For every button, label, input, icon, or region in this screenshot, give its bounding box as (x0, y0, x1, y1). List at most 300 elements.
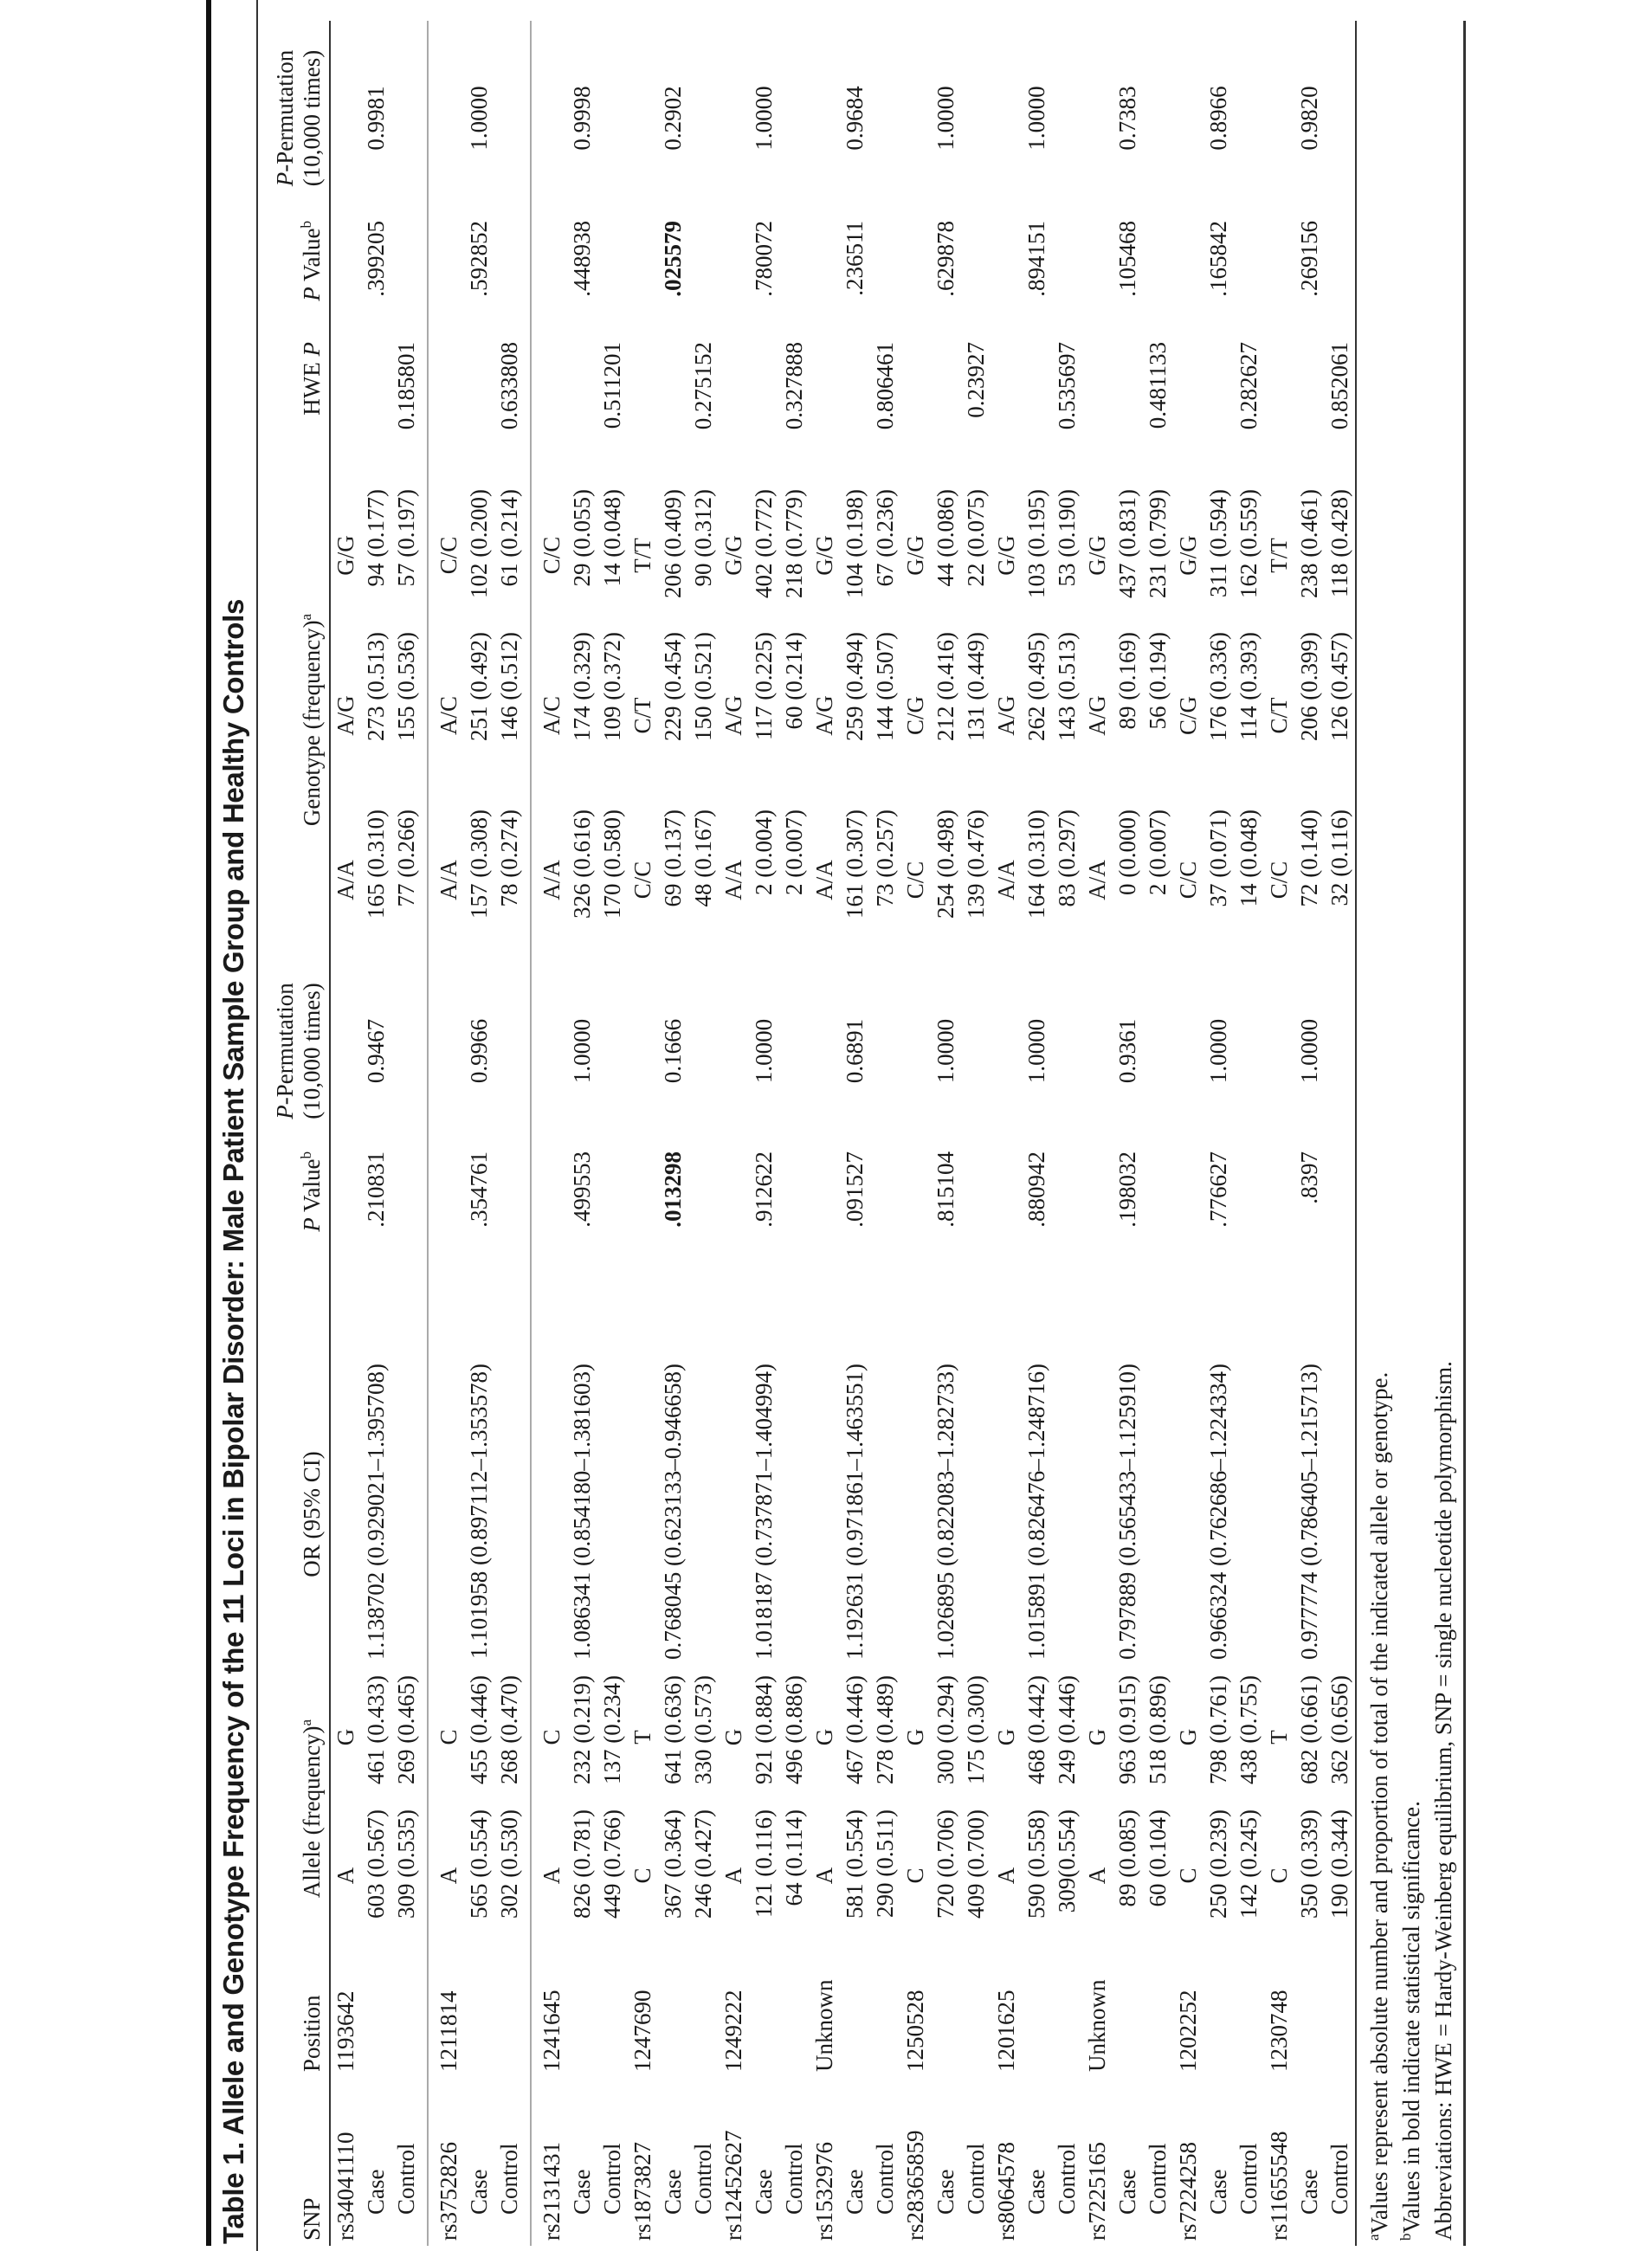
allele-permutation-p: 0.1666 (660, 1018, 686, 1084)
empty (1173, 337, 1204, 484)
allele-1-count: 60 (0.104) (1145, 1809, 1171, 1907)
snp-row (810, 21, 840, 2246)
genotype-3-count: 238 (0.461) (1296, 488, 1322, 598)
control-row (1052, 21, 1082, 2246)
genotype-3-count: 103 (0.195) (1023, 488, 1049, 598)
snp-row (1082, 21, 1113, 2246)
hwe-p-value: 0.481133 (1145, 341, 1171, 429)
header-hwe-label: HWE (299, 356, 325, 416)
genotype-2: A/C (539, 696, 565, 736)
empty (961, 21, 991, 216)
empty (1052, 216, 1082, 337)
odds-ratio: 1.018187 (0.737871–1.404994) (751, 1364, 777, 1660)
genotype-2: A/G (811, 695, 837, 736)
empty (1325, 21, 1356, 216)
genotype-permutation-p: 1.0000 (1023, 86, 1049, 151)
empty (900, 1146, 931, 1358)
genotype-3-count: 94 (0.177) (363, 488, 389, 587)
snp-id: rs34041110 (332, 2132, 358, 2241)
snp-row (719, 21, 749, 2246)
genotype-3-count: 44 (0.086) (932, 488, 958, 587)
allele-1-count: 302 (0.530) (494, 1804, 531, 1947)
allele-permutation-p: 1.0000 (751, 1018, 777, 1084)
header-genotype-label: Genotype (frequency) (299, 620, 325, 827)
allele-1-count: 64 (0.114) (781, 1809, 807, 1906)
genotype-2-count: 273 (0.513) (363, 632, 389, 741)
group-label-control: Control (391, 2077, 428, 2246)
genotype-3: C/C (539, 536, 565, 575)
genotype-1: A/A (1084, 860, 1110, 900)
genotype-3-count: 90 (0.312) (690, 488, 716, 587)
genotype-3: G/G (720, 535, 746, 576)
empty (1173, 956, 1204, 1146)
genotype-permutation-p: 0.9981 (363, 86, 389, 151)
odds-ratio: 1.026895 (0.822083–1.282733) (932, 1364, 958, 1660)
empty (991, 216, 1022, 337)
hwe-p-value: 0.535697 (1054, 341, 1080, 430)
allele-2-count: 362 (0.656) (1325, 1670, 1356, 1804)
snp-row (1173, 21, 1204, 2246)
genotype-2-count: 155 (0.536) (391, 627, 428, 804)
snp-position: 1211814 (436, 1990, 461, 2072)
group-label-control: Control (1325, 2077, 1356, 2246)
genotype-3-count: 53 (0.190) (1054, 488, 1080, 587)
empty (931, 337, 961, 484)
empty (779, 1947, 810, 2077)
odds-ratio: 0.977774 (0.786405–1.215713) (1296, 1364, 1322, 1660)
header-perm-line2: (10,000 times) (299, 49, 325, 187)
genotype-2-count: 262 (0.495) (1023, 632, 1049, 741)
empty (1234, 956, 1264, 1146)
footnote-marker: b (298, 220, 314, 229)
allele-p-value: .210831 (363, 1151, 389, 1228)
hwe-p-value: 0.23927 (963, 341, 989, 418)
empty (531, 1146, 567, 1358)
allele-2-count: 232 (0.219) (569, 1675, 595, 1784)
case-row (1113, 21, 1143, 2246)
genotype-3: T/T (629, 538, 655, 573)
genotype-2-count: 206 (0.399) (1296, 632, 1322, 741)
empty (391, 956, 428, 1146)
allele-1-count: 350 (0.339) (1296, 1809, 1322, 1919)
empty (870, 956, 900, 1146)
empty (658, 1947, 688, 2077)
empty (428, 21, 464, 216)
empty (870, 21, 900, 216)
odds-ratio: 0.797889 (0.565433–1.125910) (1114, 1364, 1140, 1660)
genotype-1-count: 2 (0.007) (781, 809, 807, 895)
allele-2-count: 455 (0.446) (466, 1675, 492, 1784)
genotype-1-count: 165 (0.310) (363, 809, 389, 919)
genotype-1: C/C (902, 861, 928, 900)
header-hwe (258, 337, 330, 484)
table-title: Table 1. Allele and Genotype Frequency of the 11 Loci in Bipolar Disorder: Male Patient Sample Group and Healthy Controls (211, 0, 258, 2251)
empty (961, 216, 991, 337)
genotype-3: G/G (332, 535, 358, 576)
genotype-2-count: 126 (0.457) (1325, 627, 1356, 804)
odds-ratio: 0.966324 (0.762686–1.224334) (1205, 1364, 1231, 1660)
empty (628, 216, 658, 337)
header-p-italic: P (299, 1217, 325, 1232)
group-label-control: Control (690, 2143, 716, 2215)
genotype-3-count: 29 (0.055) (569, 488, 595, 587)
allele-1-count: 250 (0.239) (1205, 1809, 1231, 1919)
hwe-p-value: 0.185801 (391, 337, 428, 484)
allele-p-value: .013298 (660, 1151, 686, 1228)
odds-ratio: 1.138702 (0.929021–1.395708) (363, 1364, 389, 1660)
genotype-3: T/T (1266, 538, 1292, 573)
empty (330, 956, 361, 1146)
allele-2: T (1266, 1730, 1292, 1745)
snp-row (628, 21, 658, 2246)
case-row (1022, 21, 1052, 2246)
genotype-1-count: 2 (0.004) (751, 809, 777, 895)
group-label-case: Case (842, 2169, 868, 2215)
empty (628, 956, 658, 1146)
genotype-2: A/C (436, 696, 461, 736)
empty (628, 1358, 658, 1670)
group-label-case: Case (660, 2169, 686, 2215)
genotype-p-value: .269156 (1296, 220, 1322, 297)
snp-row (531, 21, 567, 2246)
genotype-permutation-p: 0.9820 (1296, 86, 1322, 151)
allele-1: C (1266, 1867, 1292, 1884)
allele-p-value: .912622 (751, 1151, 777, 1228)
control-row (870, 21, 900, 2246)
allele-2: G (720, 1728, 746, 1746)
empty (1113, 1947, 1143, 2077)
empty (428, 956, 464, 1146)
empty (428, 1358, 464, 1670)
allele-2: G (1175, 1728, 1201, 1746)
header-perm-label: -Permutation (272, 49, 298, 172)
allele-2-count: 682 (0.661) (1296, 1675, 1322, 1784)
empty (1113, 337, 1143, 484)
genotype-1: C/C (629, 861, 655, 900)
snp-position: Unknown (1084, 1979, 1110, 2072)
empty (719, 337, 749, 484)
genotype-2-count: 143 (0.513) (1054, 632, 1080, 741)
footnote (1428, 26, 1460, 2241)
header-row (258, 21, 330, 2246)
empty (391, 1146, 428, 1358)
empty (1082, 337, 1113, 484)
empty (428, 337, 464, 484)
empty (719, 21, 749, 216)
genotype-permutation-p: 1.0000 (466, 86, 492, 151)
allele-1-count: 826 (0.781) (569, 1809, 595, 1919)
genotype-1-count: 14 (0.048) (1236, 809, 1262, 907)
allele-2-count: 300 (0.294) (932, 1675, 958, 1784)
empty (428, 216, 464, 337)
allele-1: A (539, 1867, 565, 1885)
header-hwe-italic: P (299, 341, 325, 357)
allele-2-count: 438 (0.755) (1236, 1675, 1262, 1784)
empty (531, 21, 567, 216)
snp-id: rs7224258 (1175, 2142, 1201, 2241)
footnote (1396, 26, 1428, 2241)
empty (597, 1358, 628, 1670)
empty (330, 1146, 361, 1358)
empty (870, 1146, 900, 1358)
empty (688, 1358, 719, 1670)
empty (961, 1146, 991, 1358)
allele-2-count: 467 (0.446) (842, 1675, 868, 1784)
allele-1-count: 89 (0.085) (1114, 1809, 1140, 1907)
genotype-3-count: 311 (0.594) (1205, 488, 1231, 597)
allele-1-count: 246 (0.427) (690, 1809, 716, 1919)
case-row (658, 21, 688, 2246)
empty (991, 1358, 1022, 1670)
empty (597, 1146, 628, 1358)
allele-1-count: 449 (0.766) (599, 1809, 625, 1919)
allele-1: A (811, 1867, 837, 1885)
group-label-case: Case (363, 2169, 389, 2215)
genotype-3-count: 218 (0.779) (781, 488, 807, 598)
empty (1143, 956, 1173, 1146)
footnote-text: Abbreviations: HWE = Hardy-Weinberg equilibrium, SNP = single nucleotide polymorphism. (1430, 1361, 1456, 2241)
empty (597, 956, 628, 1146)
control-row (688, 21, 719, 2246)
empty (1234, 1358, 1264, 1670)
empty (719, 1146, 749, 1358)
allele-1-count: 290 (0.511) (872, 1809, 898, 1918)
allele-2-count: 468 (0.442) (1023, 1675, 1049, 1784)
empty (779, 1358, 810, 1670)
empty (567, 337, 597, 484)
genotype-2-count: 229 (0.454) (660, 632, 686, 741)
group-label-control: Control (963, 2143, 989, 2215)
genotype-2-count: 259 (0.494) (842, 632, 868, 741)
control-row (1234, 21, 1264, 2246)
snp-position: 1201625 (993, 1990, 1019, 2072)
empty (391, 1947, 428, 2077)
snp-id: rs28365859 (902, 2130, 928, 2241)
empty (597, 216, 628, 337)
allele-1-count: 309 (0.535) (391, 1804, 428, 1947)
empty (1173, 216, 1204, 337)
footnote-marker: b (298, 1151, 314, 1159)
genotype-3-count: 61 (0.214) (494, 484, 531, 627)
empty (779, 1146, 810, 1358)
empty (688, 1947, 719, 2077)
allele-1-count: 720 (0.706) (932, 1809, 958, 1919)
empty (1204, 1947, 1234, 2077)
allele-2-count: 641 (0.636) (660, 1675, 686, 1784)
header-genotype-permutation (258, 21, 330, 216)
empty (1264, 1146, 1294, 1358)
genotype-p-value: .165842 (1205, 220, 1231, 297)
hwe-p-value: 0.806461 (872, 341, 898, 430)
empty (1143, 1947, 1173, 2077)
empty (494, 21, 531, 216)
footnote-text: Values in bold indicate statistical significance. (1398, 1801, 1424, 2234)
empty (1143, 216, 1173, 337)
header-p-label: Value (299, 228, 325, 287)
footnotes (1357, 21, 1466, 2246)
header-p-label: Value (299, 1158, 325, 1218)
empty (1082, 1146, 1113, 1358)
footnote-marker: a (1365, 2234, 1382, 2241)
genotype-2: C/T (629, 697, 655, 734)
genotype-1-count: 2 (0.007) (1145, 809, 1171, 895)
empty (840, 337, 870, 484)
empty (1234, 1947, 1264, 2077)
empty (1173, 1146, 1204, 1358)
empty (900, 216, 931, 337)
genotype-3: C/C (436, 536, 461, 575)
allele-1-count: 367 (0.364) (660, 1809, 686, 1919)
empty (719, 956, 749, 1146)
empty (428, 1146, 464, 1358)
header-genotype-p-value (258, 216, 330, 337)
empty (531, 216, 567, 337)
genotype-3-count: 102 (0.200) (466, 488, 492, 598)
genotype-permutation-p: 0.9998 (569, 86, 595, 151)
allele-2-count: 249 (0.446) (1054, 1675, 1080, 1784)
empty (1264, 216, 1294, 337)
allele-p-value: .776627 (1205, 1151, 1231, 1228)
empty (361, 1947, 391, 2077)
genotype-1-count: 164 (0.310) (1023, 809, 1049, 919)
case-row (1204, 21, 1234, 2246)
header-perm-italic: P (272, 1105, 298, 1119)
genotype-2: A/G (1084, 695, 1110, 736)
empty (991, 21, 1022, 216)
genotype-3: G/G (1084, 535, 1110, 576)
genotype-1-count: 37 (0.071) (1205, 809, 1231, 907)
allele-1-count: 581 (0.554) (842, 1809, 868, 1919)
allele-2-count: 137 (0.234) (599, 1675, 625, 1784)
empty (1022, 1947, 1052, 2077)
genotype-p-value: .592852 (466, 220, 492, 297)
genotype-2-count: 117 (0.225) (751, 632, 777, 740)
snp-row (991, 21, 1022, 2246)
empty (1082, 21, 1113, 216)
genotype-p-value: .780072 (751, 220, 777, 297)
snp-id: rs11655548 (1266, 2131, 1292, 2241)
empty (531, 337, 567, 484)
allele-2-count: 518 (0.896) (1145, 1675, 1171, 1784)
snp-id: rs1873827 (629, 2142, 655, 2241)
empty (531, 956, 567, 1146)
allele-2-count: 175 (0.300) (963, 1675, 989, 1784)
hwe-p-value: 0.633808 (494, 337, 531, 484)
header-position: Position (299, 1995, 325, 2072)
allele-2-count: 269 (0.465) (391, 1670, 428, 1804)
genotype-3: G/G (902, 535, 928, 576)
empty (870, 1358, 900, 1670)
empty (810, 956, 840, 1146)
genotype-1-count: 32 (0.116) (1325, 804, 1356, 956)
hwe-p-value: 0.282627 (1236, 341, 1262, 430)
snp-id: rs12452627 (720, 2130, 746, 2241)
empty (1234, 21, 1264, 216)
genotype-3-count: 231 (0.799) (1145, 488, 1171, 598)
allele-2-count: 496 (0.886) (781, 1675, 807, 1784)
snp-id: rs8064578 (993, 2142, 1019, 2241)
empty (900, 337, 931, 484)
empty (1173, 21, 1204, 216)
empty (840, 1947, 870, 2077)
snp-position: Unknown (811, 1979, 837, 2072)
genotype-1-count: 72 (0.140) (1296, 809, 1322, 907)
empty (391, 216, 428, 337)
genotype-1: A/A (436, 860, 461, 900)
allele-2-count: 278 (0.489) (872, 1675, 898, 1784)
allele-2: G (993, 1728, 1019, 1746)
allele-p-value: .499553 (569, 1151, 595, 1228)
allele-1-count: 565 (0.554) (466, 1809, 492, 1919)
group-label-case: Case (1023, 2169, 1049, 2215)
empty (1082, 956, 1113, 1146)
allele-1-count: 409 (0.700) (963, 1809, 989, 1919)
rotated-table-page (206, 0, 1456, 2251)
genotype-2: C/G (902, 696, 928, 736)
control-row (597, 21, 628, 2246)
genotype-2-count: 146 (0.512) (494, 627, 531, 804)
genotype-1-count: 48 (0.167) (690, 809, 716, 907)
footnote-marker: a (298, 613, 314, 621)
genotype-3-count: 162 (0.559) (1236, 488, 1262, 598)
case-row (931, 21, 961, 2246)
header-snp: SNP (299, 2197, 325, 2241)
empty (391, 21, 428, 216)
empty (628, 337, 658, 484)
genotype-2-count: 144 (0.507) (872, 632, 898, 741)
genotype-2-count: 60 (0.214) (781, 632, 807, 730)
genotype-1-count: 161 (0.307) (842, 809, 868, 919)
group-label-case: Case (932, 2169, 958, 2215)
allele-p-value: .091527 (842, 1151, 868, 1228)
allele-2: T (629, 1730, 655, 1745)
case-row (749, 21, 779, 2246)
empty (330, 337, 361, 484)
empty (900, 1358, 931, 1670)
genotype-2-count: 150 (0.521) (690, 632, 716, 741)
empty (1234, 216, 1264, 337)
genotype-2-count: 114 (0.393) (1236, 632, 1262, 740)
empty (1082, 1358, 1113, 1670)
control-row (391, 21, 428, 2246)
genotype-1-count: 78 (0.274) (494, 804, 531, 956)
genotype-1: A/A (993, 860, 1019, 900)
allele-permutation-p: 1.0000 (1296, 1018, 1322, 1084)
allele-permutation-p: 0.9966 (466, 1018, 492, 1084)
empty (494, 216, 531, 337)
allele-1-count: 121 (0.116) (751, 1809, 777, 1918)
genotype-2: A/G (720, 695, 746, 736)
empty (688, 956, 719, 1146)
header-permutation (258, 956, 330, 1146)
empty (749, 337, 779, 484)
genotype-p-value: .629878 (932, 220, 958, 297)
odds-ratio: 1.086341 (0.854180–1.381603) (569, 1364, 595, 1660)
allele-p-value: .198032 (1114, 1151, 1140, 1228)
empty (870, 216, 900, 337)
allele-permutation-p: 0.9361 (1114, 1018, 1140, 1084)
genotype-1: C/C (1175, 861, 1201, 900)
snp-id: rs3752826 (436, 2142, 461, 2241)
allele-permutation-p: 1.0000 (569, 1018, 595, 1084)
empty (810, 216, 840, 337)
genotype-1-count: 157 (0.308) (466, 809, 492, 919)
empty (749, 1947, 779, 2077)
genotype-p-value: .448938 (569, 220, 595, 297)
empty (597, 1947, 628, 2077)
odds-ratio: 1.015891 (0.826476–1.248716) (1023, 1364, 1049, 1660)
genotype-2-count: 131 (0.449) (963, 632, 989, 741)
